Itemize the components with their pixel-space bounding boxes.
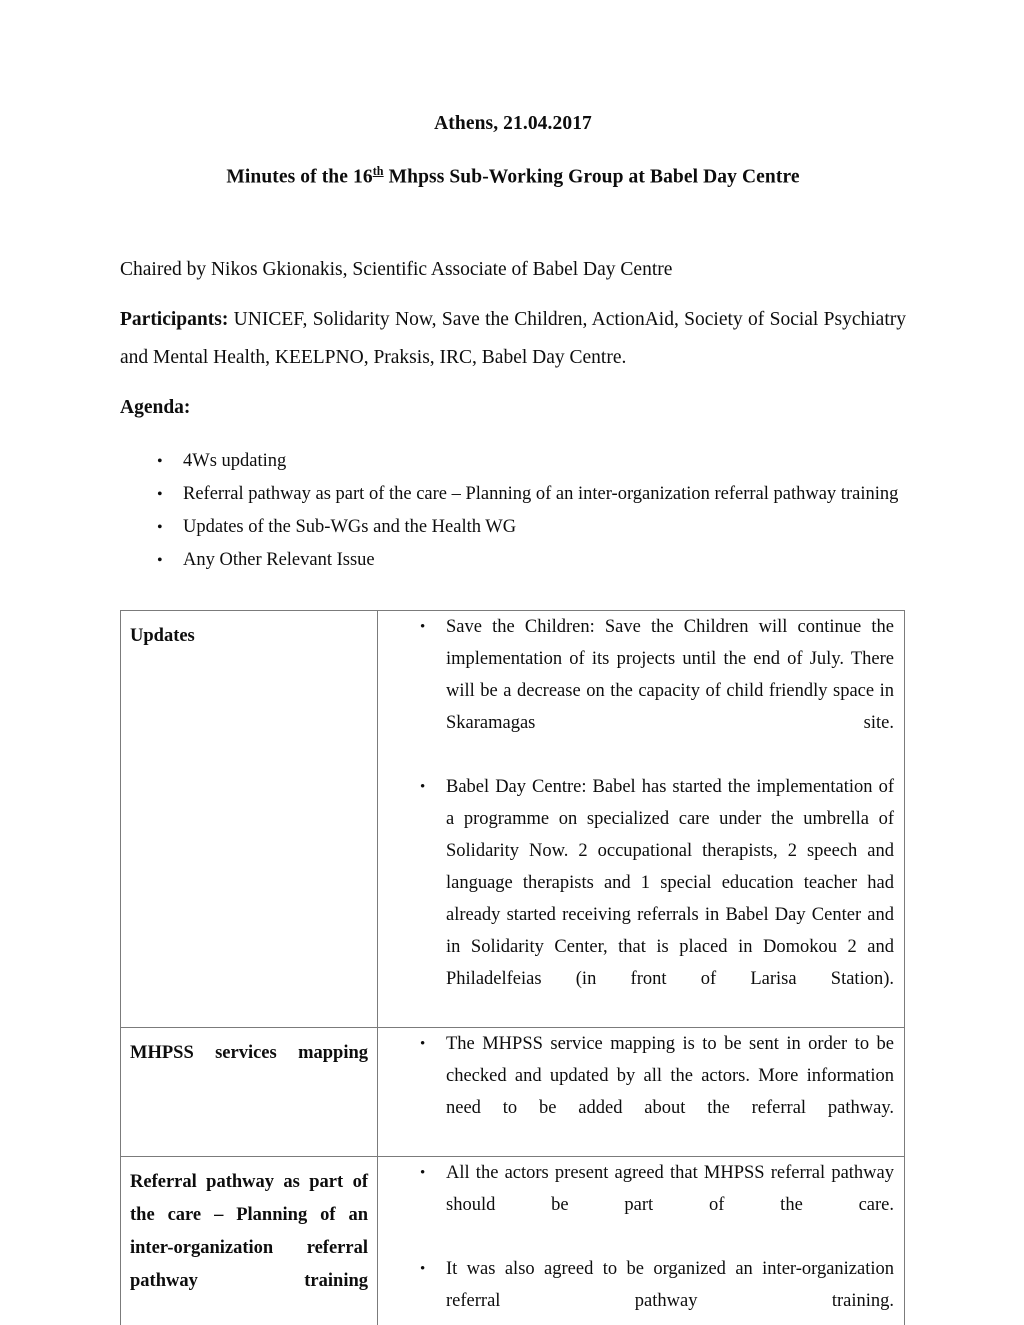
- bullet-icon: •: [157, 485, 163, 503]
- bullet-icon: •: [157, 551, 163, 569]
- table-row-body-cell: [378, 1027, 905, 1156]
- list-item: [120, 478, 906, 511]
- table-row-label-cell: [121, 1156, 378, 1325]
- list-item: [378, 611, 904, 771]
- page-title: [120, 135, 906, 189]
- list-item-text: 4Ws updating: [183, 450, 287, 471]
- row-bullet-list: [378, 1028, 904, 1156]
- table-row-body-cell: [378, 1156, 905, 1325]
- list-item-text: Save the Children: Save the Children will continue the implementation of its projects until the end of July. There will be a decrease on the capacity of child friendly space in Skaramagas site.: [446, 616, 894, 733]
- table-row-body-cell: [378, 610, 905, 1027]
- table-row-label-cell: [121, 610, 378, 1027]
- list-item: [378, 1157, 904, 1253]
- list-item-text: The MHPSS service mapping is to be sent in order to be checked and updated by all the actors. More information need to be added about the referral pathway.: [446, 1033, 894, 1118]
- list-item: [378, 1253, 904, 1325]
- bullet-icon: •: [157, 518, 163, 536]
- table-row: [121, 1027, 905, 1156]
- table-row: [121, 610, 905, 1027]
- row-label: Referral pathway as part of the care – Planning of an inter-organization referral pathway training: [130, 1171, 368, 1291]
- title-suffix: Mhpss Sub-Working Group at Babel Day Centre: [383, 166, 800, 188]
- minutes-table: [120, 610, 905, 1325]
- bullet-icon: •: [420, 1035, 426, 1052]
- list-item-text: It was also agreed to be organized an inter-organization referral pathway training.: [446, 1258, 894, 1311]
- table-row: [121, 1156, 905, 1325]
- list-item: [378, 1028, 904, 1156]
- bullet-icon: •: [420, 1260, 426, 1277]
- bullet-icon: •: [420, 1164, 426, 1181]
- chaired-by-paragraph: Chaired by Nikos Gkionakis, Scientific Associate of Babel Day Centre: [120, 258, 673, 280]
- title-prefix: Minutes of the 16: [226, 166, 373, 188]
- list-item-text: Babel Day Centre: Babel has started the implementation of a programme on specialized care under the umbrella of Solidarity Now. 2 occupational therapists, 2 speech and language therapists and 1 special education teacher had already started receiving referrals in Babel Day Center and in Solidarity Center, that is placed in Domokou 2 and Philadelfeias (in front of Larisa Station).: [446, 776, 894, 989]
- title-ordinal-superscript: th: [372, 164, 384, 178]
- row-bullet-list: [378, 1157, 904, 1325]
- document-content: [120, 0, 906, 1325]
- list-item: [120, 445, 906, 478]
- row-label: Updates: [130, 625, 195, 646]
- list-item: [378, 771, 904, 1027]
- bullet-icon: •: [420, 778, 426, 795]
- agenda-list: [120, 427, 906, 577]
- list-item-text: Updates of the Sub-WGs and the Health WG: [183, 516, 517, 537]
- list-item: [120, 511, 906, 544]
- table-row-label-cell: [121, 1027, 378, 1156]
- participants-value: UNICEF, Solidarity Now, Save the Children, ActionAid, Society of Social Psychiatry and Mental Health, KEELPNO, Praksis, IRC, Babel Day Centre.: [120, 308, 906, 368]
- document-date-line: Athens, 21.04.2017: [434, 113, 592, 134]
- bullet-icon: •: [157, 452, 163, 470]
- list-item-text: All the actors present agreed that MHPSS referral pathway should be part of the care.: [446, 1162, 894, 1215]
- row-bullet-list: [378, 611, 904, 1027]
- participants-paragraph: [120, 289, 906, 377]
- bullet-icon: •: [420, 618, 426, 635]
- participants-label: Participants:: [120, 308, 229, 330]
- row-label: MHPSS services mapping: [130, 1042, 368, 1063]
- list-item-text: Referral pathway as part of the care – Planning of an inter-organization referral pathway training: [183, 483, 899, 504]
- list-item: [120, 544, 906, 577]
- agenda-label: Agenda:: [120, 396, 191, 418]
- list-item-text: Any Other Relevant Issue: [183, 549, 375, 570]
